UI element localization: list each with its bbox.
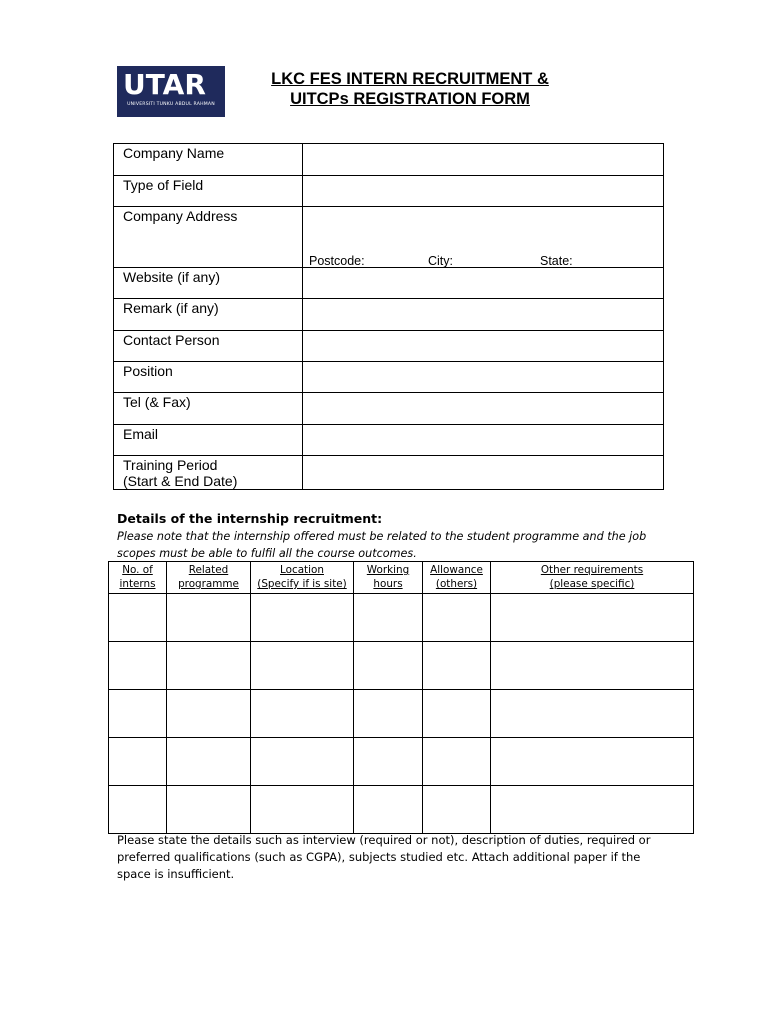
table-row xyxy=(109,786,694,834)
table-cell[interactable] xyxy=(167,642,251,690)
table-cell[interactable] xyxy=(167,594,251,642)
table-cell[interactable] xyxy=(491,690,694,738)
header-related-programme: Related programme xyxy=(167,562,251,594)
table-row xyxy=(109,690,694,738)
table-cell[interactable] xyxy=(167,690,251,738)
table-cell[interactable] xyxy=(491,642,694,690)
table-cell[interactable] xyxy=(109,642,167,690)
table-cell[interactable] xyxy=(251,690,354,738)
table-cell[interactable] xyxy=(423,642,491,690)
website-field[interactable] xyxy=(303,268,664,299)
remark-label: Remark (if any) xyxy=(114,299,303,331)
table-cell[interactable] xyxy=(354,642,423,690)
details-note: Please note that the internship offered must be related to the student programme and the job scopes must be able to fulfil all the course outcomes. xyxy=(117,530,647,560)
table-cell[interactable] xyxy=(354,690,423,738)
table-cell[interactable] xyxy=(491,594,694,642)
table-row xyxy=(109,738,694,786)
table-cell[interactable] xyxy=(251,642,354,690)
table-cell[interactable] xyxy=(354,594,423,642)
table-cell[interactable] xyxy=(109,594,167,642)
table-cell[interactable] xyxy=(109,690,167,738)
table-row xyxy=(109,594,694,642)
table-cell[interactable] xyxy=(491,786,694,834)
remark-field[interactable] xyxy=(303,299,664,331)
table-cell[interactable] xyxy=(354,786,423,834)
email-field[interactable] xyxy=(303,425,664,456)
form-title-line1: LKC FES INTERN RECRUITMENT & xyxy=(271,70,549,88)
table-cell[interactable] xyxy=(354,738,423,786)
header-no-of-interns: No. of interns xyxy=(109,562,167,594)
table-cell[interactable] xyxy=(109,786,167,834)
training-period-field[interactable] xyxy=(303,456,664,490)
contact-person-field[interactable] xyxy=(303,331,664,362)
logo-tagline: UNIVERSITI TUNKU ABDUL RAHMAN xyxy=(127,102,215,107)
table-cell[interactable] xyxy=(423,786,491,834)
company-address-field[interactable] xyxy=(303,207,664,268)
tel-fax-field[interactable] xyxy=(303,393,664,425)
state-label: State: xyxy=(540,254,573,268)
table-cell[interactable] xyxy=(167,738,251,786)
type-of-field-label: Type of Field xyxy=(114,176,303,207)
company-info-table xyxy=(113,143,664,490)
header-location: Location (Specify if is site) xyxy=(251,562,354,594)
footer-instructions: Please state the details such as interview (required or not), description of duties, required or preferred qualifications (such as CGPA), subjects studied etc. Attach additional paper if the space is insufficient. xyxy=(117,833,651,881)
company-address-label: Company Address xyxy=(114,207,303,268)
table-cell[interactable] xyxy=(491,738,694,786)
training-period-line1: Training Period xyxy=(123,457,218,473)
form-title-line2: UITCPs REGISTRATION FORM xyxy=(290,90,530,108)
position-field[interactable] xyxy=(303,362,664,393)
recruitment-table xyxy=(108,561,694,834)
table-cell[interactable] xyxy=(109,738,167,786)
position-label: Position xyxy=(114,362,303,393)
details-heading: Details of the internship recruitment: xyxy=(117,511,383,526)
table-cell[interactable] xyxy=(423,594,491,642)
training-period-line2: (Start & End Date) xyxy=(123,473,238,489)
utar-logo xyxy=(117,66,225,117)
company-name-field[interactable] xyxy=(303,144,664,176)
company-name-label: Company Name xyxy=(114,144,303,176)
website-label: Website (if any) xyxy=(114,268,303,299)
header-allowance: Allowance (others) xyxy=(423,562,491,594)
contact-person-label: Contact Person xyxy=(114,331,303,362)
table-cell[interactable] xyxy=(423,690,491,738)
tel-fax-label: Tel (& Fax) xyxy=(114,393,303,425)
header-other-requirements: Other requirements (please specific) xyxy=(491,562,694,594)
postcode-label: Postcode: xyxy=(309,254,365,268)
header-working-hours: Working hours xyxy=(354,562,423,594)
logo-text: UTAR xyxy=(123,68,206,101)
email-label: Email xyxy=(114,425,303,456)
type-of-field-field[interactable] xyxy=(303,176,664,207)
table-cell[interactable] xyxy=(251,786,354,834)
table-cell[interactable] xyxy=(423,738,491,786)
table-cell[interactable] xyxy=(167,786,251,834)
table-cell[interactable] xyxy=(251,738,354,786)
table-header-row xyxy=(109,562,694,594)
table-row xyxy=(109,642,694,690)
city-label: City: xyxy=(428,254,453,268)
table-cell[interactable] xyxy=(251,594,354,642)
training-period-label xyxy=(114,456,303,490)
